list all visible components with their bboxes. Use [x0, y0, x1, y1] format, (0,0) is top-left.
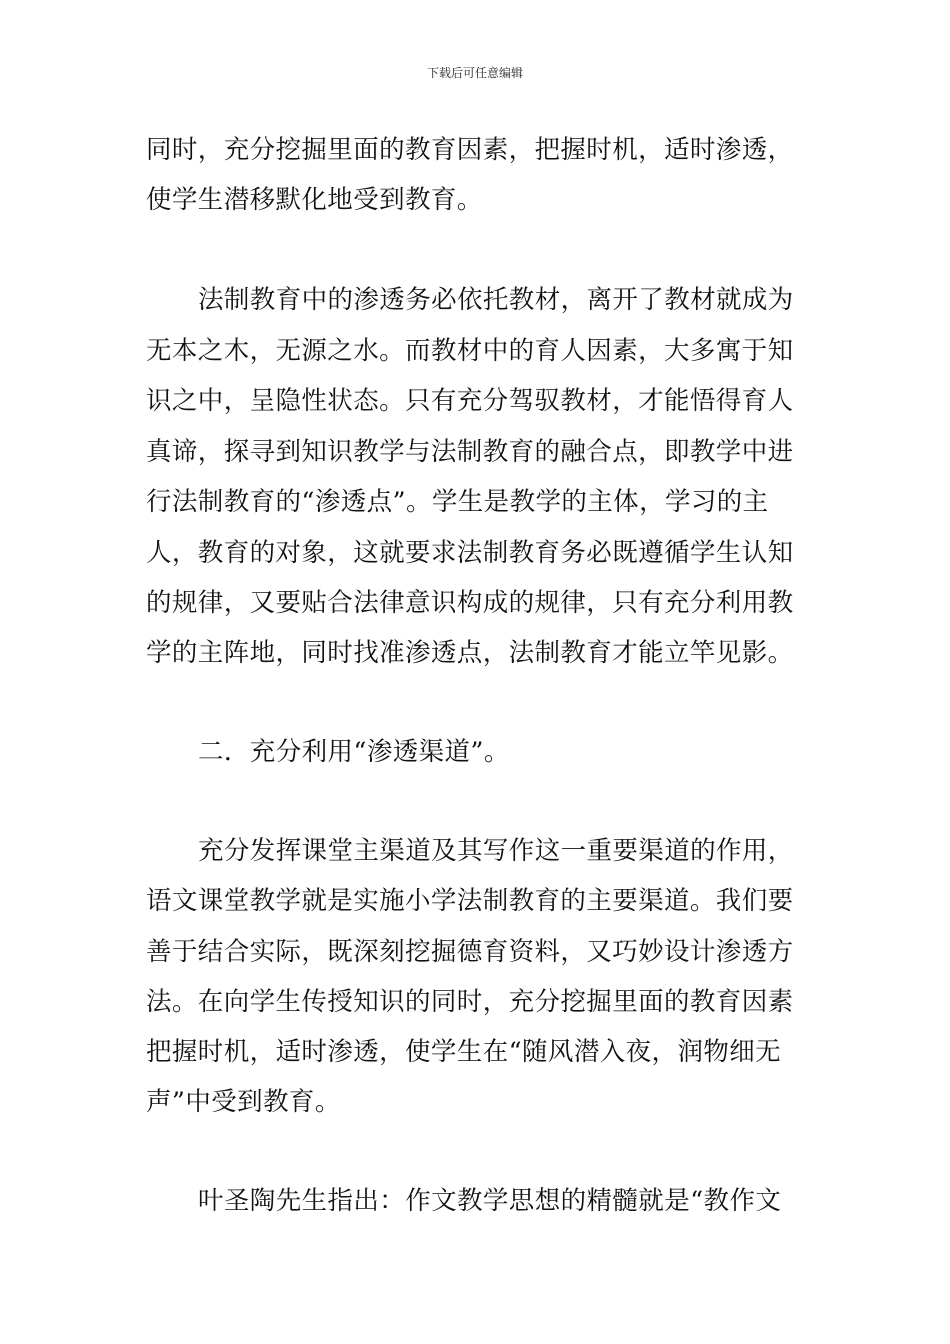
paragraph-1-line-2: 使学生潜移默化地受到教育。 [146, 185, 483, 215]
paragraph-3-line-1: 充分发挥课堂主渠道及其写作这一重要渠道的作用， [198, 836, 794, 866]
paragraph-2-line-3: 识之中，呈隐性状态。只有充分驾驭教材，才能悟得育人 [146, 386, 794, 416]
paragraph-2-line-2: 无本之木，无源之水。而教材中的育人因素，大多寓于知 [146, 336, 794, 366]
paragraph-2-line-6: 人，教育的对象，这就要求法制教育务必既遵循学生认知 [146, 538, 794, 568]
paragraph-3-line-4: 法。在向学生传授知识的同时，充分挖掘里面的教育因素 [146, 987, 794, 1017]
paragraph-3-line-5: 把握时机，适时渗透，使学生在“随风潜入夜，润物细无 [146, 1037, 782, 1067]
paragraph-2-line-1: 法制教育中的渗透务必依托教材，离开了教材就成为 [198, 285, 794, 315]
paragraph-3-line-6: 声”中受到教育。 [146, 1087, 341, 1117]
page-header: 下载后可任意编辑 [426, 66, 523, 80]
section-heading: 二．充分利用“渗透渠道”。 [198, 737, 510, 767]
paragraph-3-line-3: 善于结合实际，既深刻挖掘德育资料，又巧妙设计渗透方 [146, 937, 794, 967]
paragraph-3-line-2: 语文课堂教学就是实施小学法制教育的主要渠道。我们要 [146, 886, 794, 916]
paragraph-4-line-1: 叶圣陶先生指出：作文教学思想的精髓就是“教作文 [198, 1186, 782, 1216]
paragraph-1-line-1: 同时，充分挖掘里面的教育因素，把握时机，适时渗透， [146, 135, 794, 165]
paragraph-2-line-8: 学的主阵地，同时找准渗透点，法制教育才能立竿见影。 [146, 638, 794, 668]
paragraph-2-line-7: 的规律，又要贴合法律意识构成的规律，只有充分利用教 [146, 588, 794, 618]
paragraph-2-line-4: 真谛，探寻到知识教学与法制教育的融合点，即教学中进 [146, 437, 794, 467]
paragraph-2-line-5: 行法制教育的“渗透点”。学生是教学的主体，学习的主 [146, 487, 769, 517]
